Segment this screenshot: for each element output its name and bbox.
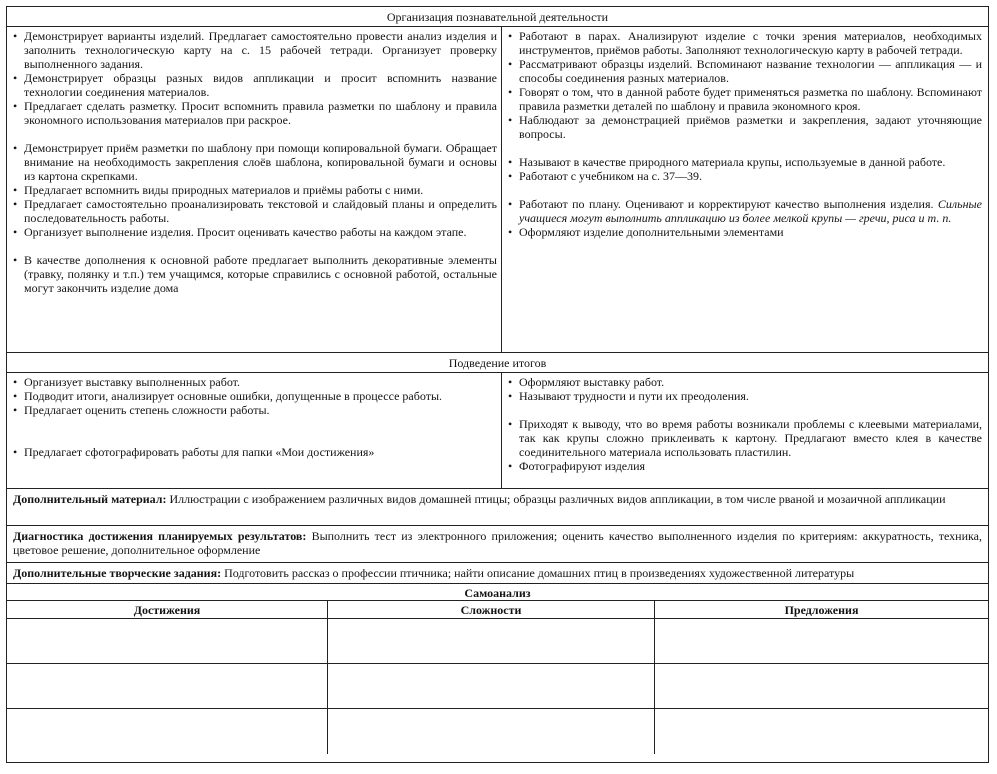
teacher-item: • Предлагает вспомнить виды природных материалов и приёмы работы с ними. xyxy=(13,183,497,197)
extra-material-text: Иллюстрации с изображением различных видов домашней птицы; образцы различных видов аппликации, в том числе рваной и мозаичной аппликации xyxy=(169,492,946,506)
difficulties-column xyxy=(327,601,654,754)
org-section xyxy=(6,6,989,353)
achievements-header: Достижения xyxy=(7,601,327,619)
difficulties-header: Сложности xyxy=(328,601,654,619)
teacher-item: • Организует выполнение изделия. Просит оценивать качество работы на каждом этапе. xyxy=(13,225,497,239)
self-analysis-grid xyxy=(7,601,988,754)
extra-material-row xyxy=(6,488,989,526)
suggestions-header: Предложения xyxy=(655,601,988,619)
suggestions-column xyxy=(654,601,988,754)
achievements-column xyxy=(7,601,327,754)
teacher-item: • Предлагает самостоятельно проанализировать текстовой и слайдовый планы и определить последовательность работы. xyxy=(13,197,497,225)
diagnostics-row xyxy=(6,525,989,563)
creative-tasks-label: Дополнительные творческие задания: xyxy=(13,566,222,580)
students-item: • Оформляют изделие дополнительными элементами xyxy=(508,225,982,239)
teacher-item: • В качестве дополнения к основной работе предлагает выполнить декоративные элементы (травку, полянку и т.п.) тем учащимся, которые справились с основной работой, остальные могут закончить изделие дома xyxy=(13,253,497,295)
suggestions-cell[interactable] xyxy=(655,619,988,664)
summary-students-item: • Приходят к выводу, что во время работы возникали проблемы с клеевыми материалами, так как крупы сложно приклеивать к картону. Предлагают вместо клея в качестве соединительного материала использовать пластилин. xyxy=(508,417,982,459)
extra-material-label: Дополнительный материал: xyxy=(13,492,167,506)
self-analysis-title: Самоанализ xyxy=(7,584,988,601)
teacher-item: • Предлагает сделать разметку. Просит вспомнить правила разметки по шаблону и правила экономного использования материалов при раскрое. xyxy=(13,99,497,127)
summary-teacher-column xyxy=(7,373,502,488)
difficulties-cell[interactable] xyxy=(328,664,654,709)
teacher-item: • Демонстрирует варианты изделий. Предлагает самостоятельно провести анализ изделия и заполнить технологическую карту на с. 15 рабочей тетради. Организует проверку выполненного задания. xyxy=(13,29,497,71)
teacher-column xyxy=(7,27,502,352)
summary-teacher-item: • Предлагает оценить степень сложности работы. xyxy=(13,403,497,417)
summary-students-item: • Оформляют выставку работ. xyxy=(508,375,982,389)
students-item: • Говорят о том, что в данной работе будет применяться разметка по шаблону. Вспоминают правила разметки деталей по шаблону и правила экономного кроя. xyxy=(508,85,982,113)
achievements-cell[interactable] xyxy=(7,664,327,709)
summary-students-item: • Называют трудности и пути их преодоления. xyxy=(508,389,982,403)
summary-students-column xyxy=(502,373,988,488)
summary-columns xyxy=(7,373,988,488)
students-note: Сильные учащиеся могут выполнить аппликацию из более мелкой крупы — гречи, риса и т. п. xyxy=(519,197,982,225)
teacher-item: • Демонстрирует приём разметки по шаблону при помощи копировальной бумаги. Обращает внимание на необходимость закрепления слоёв шаблона, копировальной бумаги и основы из картона скрепками. xyxy=(13,141,497,183)
students-item: • Наблюдают за демонстрацией приёмов разметки и закрепления, задают уточняющие вопросы. xyxy=(508,113,982,141)
summary-teacher-item: • Подводит итоги, анализирует основные ошибки, допущенные в процессе работы. xyxy=(13,389,497,403)
students-item: • Называют в качестве природного материала крупы, используемые в данной работе. xyxy=(508,155,982,169)
summary-section-title: Подведение итогов xyxy=(7,353,988,373)
summary-students-item: • Фотографируют изделия xyxy=(508,459,982,473)
diagnostics-text: Выполнить тест из электронного приложения; оценить качество выполненного изделия по критериям: аккуратность, техника, цветовое решение, дополнительное оформление xyxy=(13,529,983,557)
students-item: • Работают с учебником на с. 37—39. xyxy=(508,169,982,183)
self-analysis-section xyxy=(6,583,989,763)
difficulties-cell[interactable] xyxy=(328,619,654,664)
students-column xyxy=(502,27,988,352)
students-item: • Работают в парах. Анализируют изделие с точки зрения материалов, необходимых инструментов, приёмов работы. Заполняют технологическую карту в рабочей тетради. xyxy=(508,29,982,57)
achievements-cell[interactable] xyxy=(7,709,327,754)
org-columns xyxy=(7,27,988,352)
teacher-item: • Демонстрирует образцы разных видов аппликации и просит вспомнить название технологии соединения материалов. xyxy=(13,71,497,99)
students-item xyxy=(508,197,982,225)
creative-tasks-text: Подготовить рассказ о профессии птичника; найти описание домашних птиц в произведениях художественной литературы xyxy=(224,566,855,580)
summary-teacher-item: • Предлагает сфотографировать работы для папки «Мои достижения» xyxy=(13,445,497,459)
suggestions-cell[interactable] xyxy=(655,709,988,754)
students-item: • Рассматривают образцы изделий. Вспоминают название технологии — аппликация — и способы соединения разных материалов. xyxy=(508,57,982,85)
diagnostics-label: Диагностика достижения планируемых результатов: xyxy=(13,529,307,543)
suggestions-cell[interactable] xyxy=(655,664,988,709)
achievements-cell[interactable] xyxy=(7,619,327,664)
difficulties-cell[interactable] xyxy=(328,709,654,754)
summary-section xyxy=(6,352,989,489)
creative-tasks-row xyxy=(6,562,989,584)
lesson-plan-table xyxy=(6,6,991,763)
students-item-text: Работают по плану. Оценивают и корректируют качество выполнения изделия. xyxy=(519,197,934,211)
summary-teacher-item: • Организует выставку выполненных работ. xyxy=(13,375,497,389)
org-section-title: Организация познавательной деятельности xyxy=(7,7,988,27)
